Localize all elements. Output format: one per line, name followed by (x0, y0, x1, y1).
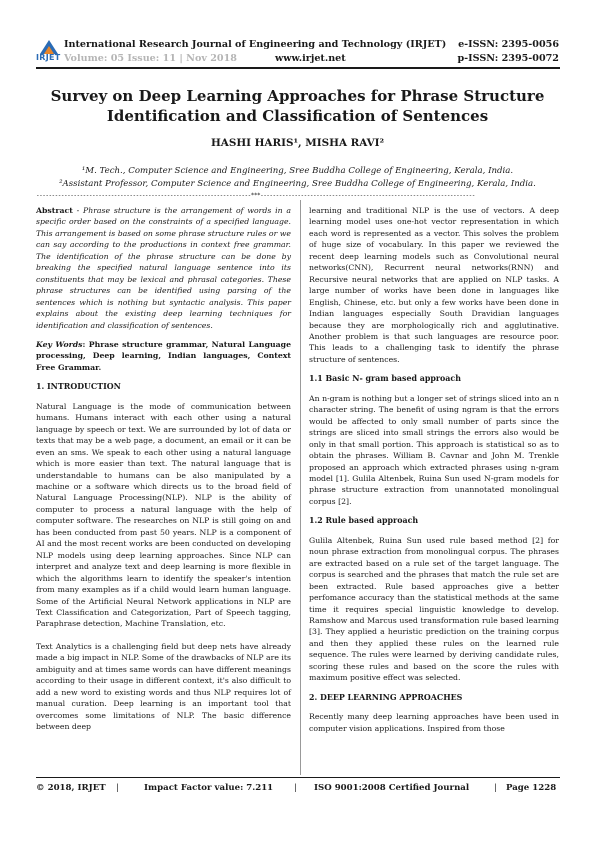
keywords (36, 339, 291, 373)
footer-separator: | (494, 783, 497, 793)
footer-separator: | (294, 783, 297, 793)
volume-issue: Volume: 05 Issue: 11 | Nov 2018 (64, 53, 237, 64)
intro-paragraph-3: learning and traditional NLP is the use of vectors. A deep learning model uses one-hot vector representation in which each word is represented as a vector. This solves the problem of huge size of vocabulary. In this paper we reviewed the recent deep learning models such as Convolutional neural networks(CNN), Recurrent neural networks(RNN) and Recursive neural networks that are applied on NLP tasks. A large number of works have been done in languages like English, Chinese, etc. but only a few works have been done in Indian languages especially South Dravidian languages because they are morphologically rich and agglutinative. Another problem is that such languages are resource poor. This leads to a challenging task to identify the phrase structure of sentences. (309, 206, 559, 364)
abstract (36, 205, 291, 331)
section-heading-rule-based: 1.2 Rule based approach (309, 516, 419, 526)
journal-name: International Research Journal of Engineering and Technology (IRJET) (64, 39, 447, 50)
page-footer (36, 783, 560, 799)
paper-title (40, 86, 555, 126)
header-divider (36, 67, 560, 69)
keywords-label: Key Words (36, 339, 83, 349)
journal-header (0, 0, 595, 72)
p-issn: p-ISSN: 2395-0072 (457, 53, 559, 64)
section-separator: ---------------------------------------------------------------------***--------------------------------------------------------------------- (36, 192, 475, 199)
journal-website[interactable]: www.irjet.net (275, 53, 346, 64)
section-heading-introduction: 1. INTRODUCTION (36, 382, 121, 392)
logo-text: IRJET (36, 53, 61, 62)
section-heading-ngram: 1.1 Basic N- gram based approach (309, 374, 461, 384)
deep-learning-paragraph: Recently many deep learning approaches have been used in computer vision applications. Inspired from those (309, 712, 559, 733)
left-column (36, 205, 291, 732)
section-heading-deep-learning: 2. DEEP LEARNING APPROACHES (309, 692, 463, 702)
right-column (309, 205, 559, 734)
footer-impact-factor: Impact Factor value: 7.211 (144, 783, 274, 793)
column-divider (300, 200, 301, 775)
affiliation-1: ¹M. Tech., Computer Science and Engineering, Sree Buddha College of Engineering, Kerala, India. (81, 166, 514, 176)
abstract-text: - Phrase structure is the arrangement of words in a specific order based on the constraints of a specified language. This arrangement is based on some phrase structure rules or we can say according to the productions in context free grammar. The identification of the phrase structure can be done by breaking the specified natural language sentence into its constituents that may be lexical and phrasal categories. These phrase structures can be identified using parsing of the sentences which is nothing but syntactic analysis. This paper explains about the existing deep learning techniques for identification and classification of sentences. (36, 206, 291, 330)
keywords-text: : Phrase structure grammar, Natural Language processing, Deep learning, Indian languages, Context Free Grammar. (36, 339, 291, 372)
title-line-2: Identification and Classification of Sentences (106, 107, 489, 125)
footer-page-number: Page 1228 (506, 783, 557, 793)
rule-paragraph: Gulila Altenbek, Ruina Sun used rule based method [2] for noun phrase extraction from monolingual corpus. The phrases are extracted based on a rule set of the target language. The corpus is searched and the phrases that match the rule set are been extracted. Rule based approaches give a better perfomance accuracy than the statistical methods at the same time it requires special linguistic knowledge to develop. Ramshow and Marcus used transformation rule based learning [3]. They applied a heuristic prediction on the training corpus and then they applied these rules on the learned rule sequence. The rules were learned by deriving candidate rules, scoring these rules and based on the score the rules with maximum positive effect was selected. (309, 535, 559, 683)
ngram-paragraph: An n-gram is nothing but a longer set of strings sliced into an n character string. The benefit of using ngram is that the errors would be affected to only small number of parts since the strings are sliced into small strings the errors also would be only in that small portion. This approach is statistical so as to obtain the phrases. William B. Cavnar and John M. Trenkle proposed an approach which extracted phrases using n-gram model [1]. Gulila Altenbek, Ruina Sun used N-gram models for phrase structure extraction from unannotated monolingual corpus [2]. (309, 393, 559, 506)
footer-iso: ISO 9001:2008 Certified Journal (314, 783, 470, 793)
paper-authors: HASHI HARIS¹, MISHA RAVI² (210, 137, 385, 149)
abstract-label: Abstract (36, 206, 73, 215)
affiliation-2: ²Assistant Professor, Computer Science and Engineering, Sree Buddha College of Engineering, Kerala, India. (59, 179, 536, 189)
intro-paragraph-1: Natural Language is the mode of communication between humans. Humans interact with each other using a natural language by speech or text. We are surrounded by lot of data or texts that may be a web page, a document, an email or it can be even an sms. We speak to each other using a natural language which is more easier than text. The natural language that is understandable to humans can be also manipulated by a machine or a software which directs us to the broad field of Natural Language Processing(NLP). NLP is the ability of computer to process a natural language with the help of computer software. The researches on NLP is still going on and has been conducted from past 50 years. NLP is a component of AI and the most recent works are been conducted on developing NLP models using deep learning approaches. Since NLP can interpret and analyze text and deep learning is more flexible in which the algorithms learn to identify the speaker's intention from many examples as if a child would learn human language. Some of the Artificial Neural Network applications in NLP are Text Classification and Categorization, Part of Speech tagging, Paraphrase detection, Machine Translation, etc. (36, 401, 291, 629)
footer-separator: | (116, 783, 119, 793)
intro-paragraph-2: Text Analytics is a challenging field but deep nets have already made a big impact in NLP. Some of the drawbacks of NLP are its ambiguity and at times same words can have different meanings according to their usage in different context, it's also difficult to add a new word to existing words and thus NLP requires lot of manual curation. Deep learning is an important tool that overcomes some limitations of NLP. The basic difference between deep (36, 641, 291, 732)
footer-divider (36, 777, 560, 778)
footer-copyright: © 2018, IRJET (36, 783, 106, 793)
title-line-1: Survey on Deep Learning Approaches for Phrase Structure (50, 87, 545, 105)
e-issn: e-ISSN: 2395-0056 (458, 39, 559, 50)
